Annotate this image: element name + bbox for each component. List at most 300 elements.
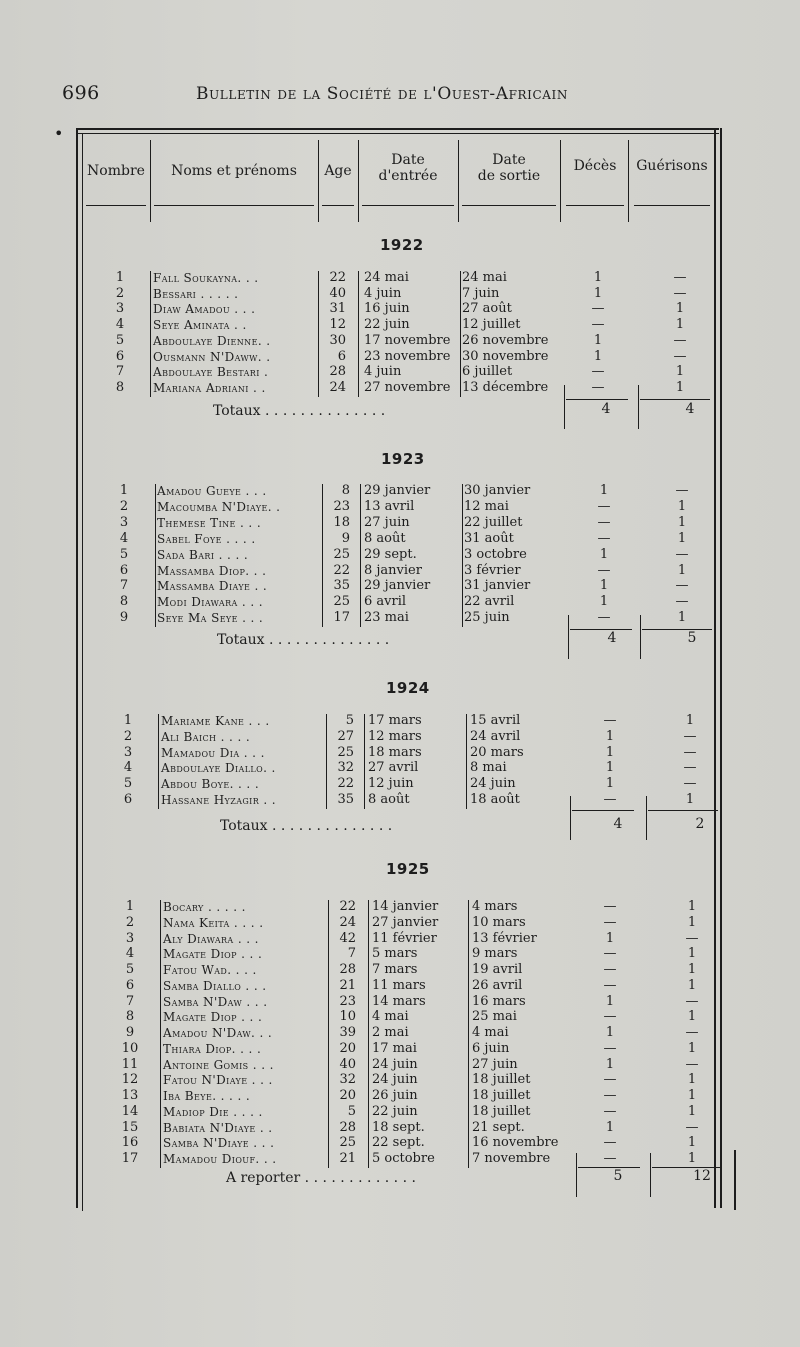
guerison-value: — — [683, 776, 697, 792]
date-entree: 17 mai — [372, 1040, 417, 1056]
patient-age: 40 — [339, 1056, 356, 1072]
row-number: 15 — [121, 1119, 139, 1135]
date-sortie: 21 sept. — [472, 1119, 525, 1135]
table-row — [0, 1025, 800, 1041]
deces-value: 1 — [599, 483, 609, 498]
deces-value: 1 — [599, 578, 609, 594]
table-row — [0, 499, 800, 515]
table-row — [0, 915, 800, 931]
patient-name: Seye Ma Seye . . . — [157, 611, 264, 626]
deces-value: 1 — [605, 930, 615, 946]
patient-name: Ali Baich . . . . — [161, 729, 251, 744]
deces-value: — — [603, 1009, 617, 1025]
total-column-rule — [646, 796, 647, 840]
deces-value: — — [603, 1135, 617, 1151]
table-row — [0, 610, 800, 626]
guerison-value: 1 — [687, 914, 697, 930]
patient-age: 7 — [347, 946, 356, 962]
row-number: 2 — [125, 914, 135, 930]
date-entree: 23 mai — [364, 610, 409, 626]
header-separator — [358, 140, 359, 222]
total-rule — [572, 810, 634, 811]
row-number: 14 — [121, 1103, 139, 1119]
patient-age: 21 — [339, 977, 356, 993]
guerison-value: — — [675, 594, 689, 610]
patient-name: Thiara Diop. . . . — [163, 1041, 262, 1056]
deces-value: 1 — [605, 728, 615, 744]
guerison-value: 1 — [687, 899, 697, 914]
guerison-value: — — [675, 578, 689, 594]
date-entree: 18 mars — [368, 744, 422, 760]
patient-name: Macoumba N'Diaye. . — [157, 499, 281, 514]
date-entree: 18 sept. — [372, 1119, 425, 1135]
row-number: 5 — [125, 962, 135, 977]
header-underline — [362, 205, 454, 206]
patient-name: Amadou Gueye . . . — [157, 484, 267, 498]
date-entree: 24 juin — [372, 1056, 418, 1072]
deces-value: — — [597, 562, 611, 578]
header-separator — [318, 140, 319, 222]
row-number: 16 — [121, 1135, 139, 1151]
deces-value: — — [603, 713, 617, 728]
patient-age: 20 — [339, 1088, 356, 1103]
deces-value: — — [597, 514, 611, 530]
patient-age: 5 — [345, 713, 354, 728]
patient-age: 18 — [333, 514, 350, 530]
deces-value: — — [603, 1088, 617, 1103]
table-row — [0, 729, 800, 745]
patient-name: Samba Diallo . . . — [163, 978, 267, 993]
row-number: 13 — [121, 1088, 139, 1103]
date-entree: 8 août — [368, 792, 410, 807]
row-number: 6 — [119, 562, 129, 578]
guerison-value: 1 — [687, 1135, 697, 1151]
patient-name: Abdoulaye Bestari . — [153, 365, 269, 380]
patient-age: 39 — [339, 1025, 356, 1040]
total-guerisons: 12 — [693, 1168, 711, 1184]
date-entree: 27 juin — [364, 514, 410, 530]
date-entree: 4 juin — [364, 285, 402, 301]
patient-name: Massamba Diop. . . — [157, 563, 267, 578]
date-entree: 24 mai — [364, 270, 409, 285]
guerison-value: — — [675, 546, 689, 562]
row-number: 4 — [115, 317, 125, 333]
row-number: 5 — [115, 332, 125, 348]
deces-value: 1 — [593, 332, 603, 348]
row-number: 4 — [119, 530, 129, 546]
table-row — [0, 1072, 800, 1088]
totals-label: A reporter . . . . . . . . . . . . . — [226, 1170, 416, 1186]
total-column-rule — [650, 1153, 651, 1197]
patient-name: Mariana Adriani . . — [153, 380, 266, 395]
patient-age: 35 — [337, 792, 354, 807]
total-rule — [648, 810, 718, 811]
row-number: 5 — [119, 546, 129, 562]
patient-age: 20 — [339, 1040, 356, 1056]
patient-age: 31 — [329, 301, 346, 317]
date-entree: 27 janvier — [372, 914, 439, 930]
table-row — [0, 547, 800, 563]
date-entree: 4 mai — [372, 1009, 409, 1025]
header-separator — [560, 140, 561, 222]
row-number: 2 — [115, 285, 125, 301]
row-number: 3 — [123, 744, 133, 760]
date-sortie: 27 août — [462, 301, 512, 317]
date-entree: 17 mars — [368, 713, 422, 728]
date-entree: 8 août — [364, 530, 406, 546]
table-row — [0, 931, 800, 947]
guerison-value: 1 — [687, 962, 697, 977]
date-entree: 29 sept. — [364, 546, 417, 562]
patient-age: 35 — [333, 578, 350, 594]
guerison-value: 1 — [677, 562, 687, 578]
table-row — [0, 792, 800, 808]
total-column-rule — [564, 385, 565, 429]
date-entree: 12 juin — [368, 776, 414, 792]
totals-label: Totaux . . . . . . . . . . . . . . — [220, 818, 393, 834]
guerison-value: — — [683, 728, 697, 744]
date-entree: 12 mars — [368, 728, 422, 744]
date-entree: 22 juin — [372, 1103, 418, 1119]
table-row — [0, 483, 800, 499]
patient-name: Mamadou Dia . . . — [161, 745, 265, 760]
table-row — [0, 776, 800, 792]
patient-age: 24 — [339, 914, 356, 930]
date-sortie: 8 mai — [470, 760, 507, 776]
patient-age: 21 — [339, 1151, 356, 1166]
date-sortie: 15 avril — [470, 713, 521, 728]
patient-age: 25 — [333, 546, 350, 562]
table-row — [0, 1041, 800, 1057]
table-row — [0, 994, 800, 1010]
patient-name: Seye Aminata . . — [153, 318, 247, 333]
header-underline — [86, 205, 146, 206]
table-row — [0, 1151, 800, 1167]
total-deces: 4 — [607, 630, 617, 646]
date-entree: 22 juin — [364, 317, 410, 333]
date-sortie: 6 juillet — [462, 364, 513, 380]
row-number: 6 — [115, 348, 125, 364]
table-row — [0, 1057, 800, 1073]
guerison-value: — — [675, 483, 689, 498]
row-number: 1 — [115, 270, 125, 285]
table-row — [0, 899, 800, 915]
header-underline — [566, 205, 624, 206]
table-row — [0, 349, 800, 365]
guerison-value: 1 — [675, 317, 685, 333]
patient-name: Modi Diawara . . . — [157, 595, 263, 610]
date-entree: 7 mars — [372, 962, 418, 977]
table-row — [0, 270, 800, 286]
date-sortie: 24 avril — [470, 728, 521, 744]
date-sortie: 26 novembre — [462, 332, 549, 348]
table-row — [0, 745, 800, 761]
guerison-value: — — [685, 1119, 699, 1135]
guerison-value: — — [685, 993, 699, 1009]
deces-value: — — [603, 914, 617, 930]
date-entree: 5 mars — [372, 946, 418, 962]
patient-name: Samba N'Diaye . . . — [163, 1136, 275, 1151]
patient-name: Ousmann N'Daww. . — [153, 349, 271, 364]
date-sortie: 19 avril — [472, 962, 523, 977]
guerison-value: — — [683, 744, 697, 760]
deces-value: — — [603, 792, 617, 807]
date-sortie: 12 juillet — [462, 317, 521, 333]
date-sortie: 18 juillet — [472, 1072, 531, 1088]
total-guerisons: 5 — [687, 630, 697, 646]
guerison-value: 1 — [687, 1072, 697, 1088]
date-entree: 16 juin — [364, 301, 410, 317]
total-rule — [640, 399, 710, 400]
date-sortie: 26 avril — [472, 977, 523, 993]
totals-label: Totaux . . . . . . . . . . . . . . — [213, 403, 386, 419]
patient-name: Mamadou Diouf. . . — [163, 1152, 277, 1166]
guerison-value: 1 — [685, 792, 695, 807]
date-sortie: 9 mars — [472, 946, 518, 962]
deces-value: — — [603, 1040, 617, 1056]
header-age: Age — [324, 163, 352, 179]
table-row — [0, 317, 800, 333]
section-year: 1922 — [380, 236, 424, 254]
page-number: 696 — [62, 82, 100, 104]
row-number: 6 — [123, 792, 133, 807]
table-row — [0, 1104, 800, 1120]
patient-age: 10 — [339, 1009, 356, 1025]
date-entree: 11 février — [372, 930, 437, 946]
patient-age: 22 — [333, 562, 350, 578]
patient-age: 5 — [347, 1103, 356, 1119]
total-deces: 5 — [613, 1168, 623, 1184]
guerison-value: — — [673, 348, 687, 364]
date-sortie: 7 juin — [462, 285, 500, 301]
patient-age: 8 — [341, 483, 350, 498]
patient-name: Diaw Amadou . . . — [153, 302, 256, 317]
table-row — [0, 380, 800, 396]
patient-name: Fatou Wad. . . . — [163, 963, 257, 977]
date-sortie: 22 juillet — [464, 514, 523, 530]
header-underline — [462, 205, 556, 206]
patient-name: Themese Tine . . . — [157, 515, 262, 530]
date-sortie: 4 mai — [472, 1025, 509, 1040]
table-row — [0, 713, 800, 729]
date-sortie: 30 janvier — [464, 483, 531, 498]
deces-value: 1 — [593, 348, 603, 364]
section-year: 1923 — [381, 450, 425, 468]
patient-age: 32 — [337, 760, 354, 776]
table-row — [0, 946, 800, 962]
patient-name: Bocary . . . . . — [163, 900, 246, 914]
row-number: 3 — [119, 514, 129, 530]
row-number: 9 — [125, 1025, 135, 1040]
guerison-value: 1 — [677, 610, 687, 626]
patient-name: Iba Beye. . . . . — [163, 1089, 251, 1103]
table-row — [0, 333, 800, 349]
deces-value: 1 — [605, 744, 615, 760]
table-row — [0, 1009, 800, 1025]
deces-value: — — [597, 530, 611, 546]
date-sortie: 12 mai — [464, 498, 509, 514]
total-guerisons: 4 — [685, 401, 695, 417]
guerison-value: — — [685, 1056, 699, 1072]
guerison-value: 1 — [675, 301, 685, 317]
guerison-value: 1 — [687, 977, 697, 993]
guerison-value: — — [685, 930, 699, 946]
table-row — [0, 515, 800, 531]
patient-name: Nama Keita . . . . — [163, 915, 264, 930]
row-number: 11 — [121, 1056, 139, 1072]
total-column-rule — [576, 1153, 577, 1197]
date-entree: 24 juin — [372, 1072, 418, 1088]
deces-value: — — [603, 1072, 617, 1088]
row-number: 10 — [121, 1040, 139, 1056]
patient-name: Bessari . . . . . — [153, 286, 239, 301]
guerison-value: 1 — [687, 1009, 697, 1025]
patient-name: Abdou Boye. . . . — [161, 777, 260, 792]
patient-name: Fatou N'Diaye . . . — [163, 1073, 273, 1088]
header-separator — [458, 140, 459, 222]
table-row — [0, 531, 800, 547]
patient-name: Samba N'Daw . . . — [163, 994, 268, 1009]
patient-age: 24 — [329, 379, 346, 395]
guerison-value: 1 — [675, 379, 685, 395]
patient-age: 28 — [329, 364, 346, 380]
date-sortie: 22 avril — [464, 594, 515, 610]
date-sortie: 6 juin — [472, 1040, 510, 1056]
date-sortie: 27 juin — [472, 1056, 518, 1072]
patient-age: 17 — [333, 610, 350, 626]
deces-value: — — [603, 946, 617, 962]
guerison-value: 1 — [677, 530, 687, 546]
header-entree-2: d'entrée — [378, 168, 438, 184]
total-rule — [566, 399, 628, 400]
guerison-value: — — [673, 270, 687, 285]
patient-name: Madiop Die . . . . — [163, 1104, 263, 1119]
guerison-value: — — [685, 1025, 699, 1040]
deces-value: — — [591, 317, 605, 333]
patient-age: 22 — [329, 270, 346, 285]
row-number: 6 — [125, 977, 135, 993]
row-number: 7 — [119, 578, 129, 594]
deces-value: 1 — [605, 1119, 615, 1135]
row-number: 8 — [115, 379, 125, 395]
date-sortie: 7 novembre — [472, 1151, 551, 1166]
table-row — [0, 301, 800, 317]
patient-age: 25 — [339, 1135, 356, 1151]
patient-age: 32 — [339, 1072, 356, 1088]
patient-name: Massamba Diaye . . — [157, 579, 268, 594]
patient-name: Mariame Kane . . . — [161, 714, 270, 728]
date-sortie: 13 février — [472, 930, 537, 946]
deces-value: 1 — [593, 285, 603, 301]
row-number: 4 — [125, 946, 135, 962]
header-guerisons: Guérisons — [636, 158, 708, 174]
patient-age: 12 — [329, 317, 346, 333]
guerison-value: 1 — [675, 364, 685, 380]
date-sortie: 13 décembre — [462, 379, 549, 395]
guerison-value: 1 — [687, 1088, 697, 1103]
row-number: 9 — [119, 610, 129, 626]
guerison-value: — — [673, 332, 687, 348]
date-entree: 29 janvier — [364, 578, 431, 594]
patient-name: Sada Bari . . . . — [157, 547, 249, 562]
deces-value: — — [597, 610, 611, 626]
table-row — [0, 1088, 800, 1104]
running-head: Bulletin de la Société de l'Ouest-Africain — [196, 84, 568, 104]
ink-mark: • — [54, 124, 64, 143]
patient-age: 22 — [337, 776, 354, 792]
date-entree: 2 mai — [372, 1025, 409, 1040]
row-number: 5 — [123, 776, 133, 792]
table-row — [0, 1120, 800, 1136]
header-underline — [154, 205, 314, 206]
date-sortie: 18 juillet — [472, 1103, 531, 1119]
deces-value: 1 — [605, 776, 615, 792]
header-separator — [628, 140, 629, 222]
patient-age: 22 — [339, 899, 356, 914]
total-guerisons: 2 — [695, 816, 705, 832]
date-entree: 14 janvier — [372, 899, 439, 914]
patient-name: Hassane Hyzagir . . — [161, 793, 277, 807]
deces-value: — — [591, 301, 605, 317]
date-entree: 8 janvier — [364, 562, 422, 578]
table-row — [0, 1135, 800, 1151]
guerison-value: 1 — [687, 1040, 697, 1056]
patient-age: 40 — [329, 285, 346, 301]
patient-name: Magate Diop . . . — [163, 947, 263, 962]
date-sortie: 18 août — [470, 792, 520, 807]
guerison-value: 1 — [687, 1151, 697, 1166]
date-entree: 23 novembre — [364, 348, 451, 364]
deces-value: 1 — [605, 760, 615, 776]
table-row — [0, 563, 800, 579]
patient-age: 30 — [329, 332, 346, 348]
date-entree: 6 avril — [364, 594, 407, 610]
patient-age: 25 — [337, 744, 354, 760]
patient-name: Amadou N'Daw. . . — [163, 1026, 273, 1040]
date-sortie: 16 mars — [472, 993, 526, 1009]
date-sortie: 30 novembre — [462, 348, 549, 364]
total-column-rule — [640, 615, 641, 659]
total-deces: 4 — [601, 401, 611, 417]
table-row — [0, 578, 800, 594]
patient-name: Antoine Gomis . . . — [163, 1057, 274, 1072]
date-entree: 4 juin — [364, 364, 402, 380]
patient-age: 23 — [333, 498, 350, 514]
date-sortie: 16 novembre — [472, 1135, 559, 1151]
row-number: 2 — [119, 498, 129, 514]
date-entree: 13 avril — [364, 498, 415, 514]
row-number: 8 — [119, 594, 129, 610]
row-number: 3 — [125, 930, 135, 946]
patient-name: Magate Diop . . . — [163, 1010, 263, 1025]
date-sortie: 25 mai — [472, 1009, 517, 1025]
date-entree: 17 novembre — [364, 332, 451, 348]
header-sortie-2: de sortie — [477, 168, 541, 184]
row-number: 7 — [125, 993, 135, 1009]
patient-name: Abdoulaye Diallo. . — [161, 761, 276, 776]
deces-value: — — [603, 1103, 617, 1119]
header-underline — [634, 205, 710, 206]
deces-value: — — [591, 364, 605, 380]
row-number: 1 — [125, 899, 135, 914]
date-sortie: 20 mars — [470, 744, 524, 760]
patient-age: 23 — [339, 993, 356, 1009]
section-year: 1924 — [386, 679, 430, 697]
date-sortie: 18 juillet — [472, 1088, 531, 1103]
patient-age: 25 — [333, 594, 350, 610]
table-row — [0, 760, 800, 776]
row-number: 7 — [115, 364, 125, 380]
